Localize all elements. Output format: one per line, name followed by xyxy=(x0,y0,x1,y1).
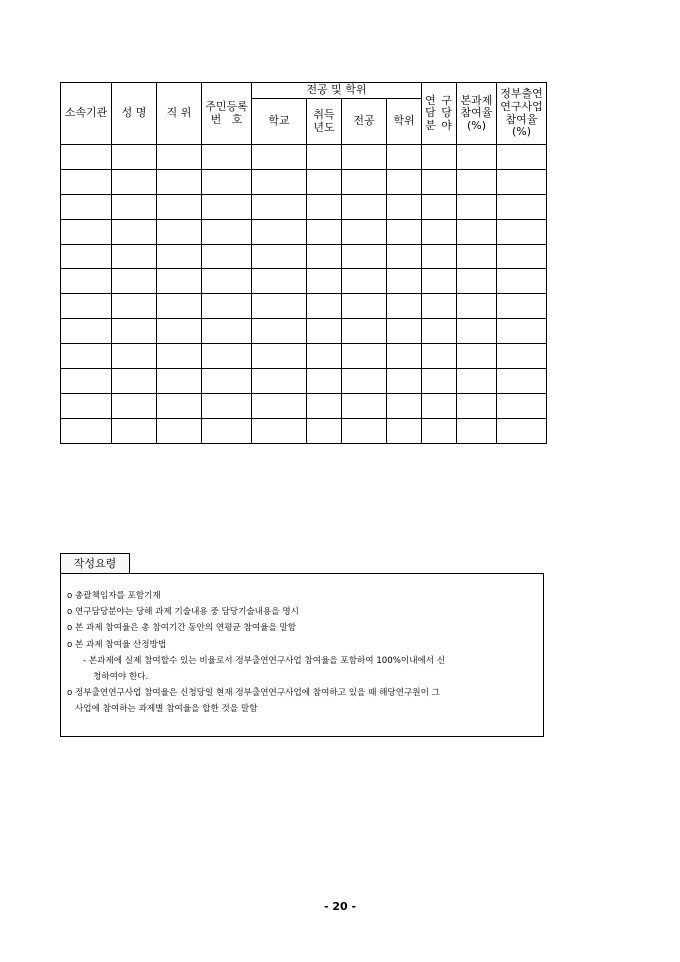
table-cell[interactable] xyxy=(457,244,497,269)
table-cell[interactable] xyxy=(497,219,547,244)
table-cell[interactable] xyxy=(422,219,457,244)
table-cell[interactable] xyxy=(61,219,112,244)
table-cell[interactable] xyxy=(252,294,307,319)
table-cell[interactable] xyxy=(61,194,112,219)
table-cell[interactable] xyxy=(422,369,457,394)
table-cell[interactable] xyxy=(61,369,112,394)
header-year-line2: 년도 xyxy=(313,120,335,134)
table-cell[interactable] xyxy=(202,219,252,244)
table-cell[interactable] xyxy=(422,319,457,344)
table-cell[interactable] xyxy=(342,194,387,219)
researcher-table xyxy=(60,82,547,444)
table-cell[interactable] xyxy=(202,344,252,369)
table-cell[interactable] xyxy=(457,269,497,294)
table-cell[interactable] xyxy=(112,219,157,244)
table-row xyxy=(61,344,547,369)
header-reg-no-line1: 주민등록 xyxy=(205,99,248,113)
table-cell[interactable] xyxy=(157,319,202,344)
table-cell[interactable] xyxy=(112,145,157,170)
guide-title: 작성요령 xyxy=(60,553,130,573)
table-cell[interactable] xyxy=(497,244,547,269)
table-cell[interactable] xyxy=(307,145,342,170)
table-cell[interactable] xyxy=(157,294,202,319)
table-cell[interactable] xyxy=(61,393,112,418)
table-cell[interactable] xyxy=(307,393,342,418)
header-year xyxy=(307,99,342,145)
table-cell[interactable] xyxy=(342,294,387,319)
table-cell[interactable] xyxy=(457,369,497,394)
guide-box xyxy=(60,573,544,737)
table-cell[interactable] xyxy=(157,418,202,443)
table-cell[interactable] xyxy=(307,319,342,344)
table-cell[interactable] xyxy=(342,369,387,394)
table-cell[interactable] xyxy=(61,418,112,443)
header-rate-line1: 본과제 xyxy=(460,93,493,107)
table-cell[interactable] xyxy=(457,294,497,319)
header-degree: 학위 xyxy=(387,99,422,145)
table-cell[interactable] xyxy=(342,269,387,294)
header-gov-line3: 참여율 xyxy=(505,112,538,126)
table-cell[interactable] xyxy=(387,269,422,294)
table-cell[interactable] xyxy=(457,169,497,194)
header-major: 전공 xyxy=(342,99,387,145)
table-cell[interactable] xyxy=(61,294,112,319)
table-cell[interactable] xyxy=(202,294,252,319)
table-cell[interactable] xyxy=(342,393,387,418)
table-body xyxy=(61,145,547,444)
header-field-line1: 연 구 xyxy=(425,93,453,107)
table-cell[interactable] xyxy=(387,294,422,319)
table-cell[interactable] xyxy=(307,294,342,319)
table-cell[interactable] xyxy=(252,244,307,269)
table-cell[interactable] xyxy=(307,344,342,369)
table-cell[interactable] xyxy=(342,169,387,194)
table-cell[interactable] xyxy=(387,369,422,394)
guide-line: o 본 과제 참여율은 총 참여기간 동안의 연평균 참여율을 말함 xyxy=(67,623,297,634)
table-cell[interactable] xyxy=(497,269,547,294)
table-cell[interactable] xyxy=(252,418,307,443)
header-gov xyxy=(497,83,547,145)
table-cell[interactable] xyxy=(112,244,157,269)
table-cell[interactable] xyxy=(157,194,202,219)
table-cell[interactable] xyxy=(342,145,387,170)
table-cell[interactable] xyxy=(307,169,342,194)
header-name: 성 명 xyxy=(112,83,157,145)
table-cell[interactable] xyxy=(497,294,547,319)
table-cell[interactable] xyxy=(157,269,202,294)
table-row xyxy=(61,294,547,319)
table-cell[interactable] xyxy=(422,269,457,294)
table-cell[interactable] xyxy=(157,145,202,170)
table-cell[interactable] xyxy=(387,194,422,219)
table-cell[interactable] xyxy=(61,169,112,194)
guide-line: - 본과제에 실제 참여할수 있는 비율로서 정부출연연구사업 참여율을 포함하여 100%이내에서 신 xyxy=(83,655,446,666)
table-cell[interactable] xyxy=(252,169,307,194)
table-cell[interactable] xyxy=(307,219,342,244)
header-field xyxy=(422,83,457,145)
header-gov-line1: 정부출연 xyxy=(500,87,543,101)
header-row-1 xyxy=(61,83,547,99)
table-row xyxy=(61,244,547,269)
table-cell[interactable] xyxy=(307,418,342,443)
table-cell[interactable] xyxy=(112,194,157,219)
table-cell[interactable] xyxy=(252,269,307,294)
table-cell[interactable] xyxy=(112,369,157,394)
table-cell[interactable] xyxy=(252,194,307,219)
table-cell[interactable] xyxy=(202,418,252,443)
table-cell[interactable] xyxy=(307,369,342,394)
header-rate-line3: (%) xyxy=(466,118,487,132)
header-school: 학교 xyxy=(252,99,307,145)
table-cell[interactable] xyxy=(202,145,252,170)
table-cell[interactable] xyxy=(252,145,307,170)
table-cell[interactable] xyxy=(252,319,307,344)
table-row xyxy=(61,319,547,344)
table-cell[interactable] xyxy=(497,145,547,170)
table-row xyxy=(61,418,547,443)
table-cell[interactable] xyxy=(422,294,457,319)
header-reg-no-line2: 번 호 xyxy=(210,112,243,126)
table-cell[interactable] xyxy=(202,369,252,394)
guide-line: o 본 과제 참여율 산정방법 xyxy=(67,639,167,650)
table-cell[interactable] xyxy=(202,169,252,194)
table-cell[interactable] xyxy=(457,418,497,443)
table-cell[interactable] xyxy=(307,194,342,219)
table-cell[interactable] xyxy=(61,269,112,294)
table-cell[interactable] xyxy=(422,169,457,194)
header-reg-no xyxy=(202,83,252,145)
table-cell[interactable] xyxy=(457,219,497,244)
table-cell[interactable] xyxy=(61,344,112,369)
table-cell[interactable] xyxy=(157,169,202,194)
table-cell[interactable] xyxy=(112,269,157,294)
header-rate xyxy=(457,83,497,145)
table-cell[interactable] xyxy=(497,169,547,194)
table-cell[interactable] xyxy=(342,219,387,244)
table-row xyxy=(61,169,547,194)
table-cell[interactable] xyxy=(387,344,422,369)
table-cell[interactable] xyxy=(61,244,112,269)
table-cell[interactable] xyxy=(497,344,547,369)
table-cell[interactable] xyxy=(112,169,157,194)
table-cell[interactable] xyxy=(497,319,547,344)
table-cell[interactable] xyxy=(497,369,547,394)
table-cell[interactable] xyxy=(342,319,387,344)
table-row xyxy=(61,369,547,394)
table-cell[interactable] xyxy=(422,244,457,269)
table-cell[interactable] xyxy=(457,145,497,170)
table-cell[interactable] xyxy=(202,244,252,269)
table-cell[interactable] xyxy=(112,344,157,369)
guide-line: o 정부출연연구사업 참여율은 신청당일 현재 정부출연연구사업에 참여하고 있을 때 해당연구원이 그 xyxy=(67,688,440,699)
table-cell[interactable] xyxy=(252,369,307,394)
table-cell[interactable] xyxy=(387,169,422,194)
table-cell[interactable] xyxy=(157,344,202,369)
table-cell[interactable] xyxy=(387,244,422,269)
table-cell[interactable] xyxy=(157,393,202,418)
table-cell[interactable] xyxy=(112,393,157,418)
table-row xyxy=(61,145,547,170)
table-cell[interactable] xyxy=(422,393,457,418)
table-cell[interactable] xyxy=(342,418,387,443)
table-cell[interactable] xyxy=(202,319,252,344)
table-cell[interactable] xyxy=(457,319,497,344)
table-cell[interactable] xyxy=(457,393,497,418)
table-cell[interactable] xyxy=(422,194,457,219)
table-cell[interactable] xyxy=(342,244,387,269)
header-year-line1: 취득 xyxy=(313,107,335,121)
table-row xyxy=(61,269,547,294)
table-cell[interactable] xyxy=(202,393,252,418)
table-cell[interactable] xyxy=(157,244,202,269)
guide-line: o 총괄책임자를 포함기재 xyxy=(67,591,161,601)
table-cell[interactable] xyxy=(112,319,157,344)
header-rate-line2: 참여율 xyxy=(460,106,493,120)
guide-line: 사업에 참여하는 과제별 참여율을 합한 것을 말함 xyxy=(75,704,258,715)
table-row xyxy=(61,393,547,418)
table-cell[interactable] xyxy=(387,418,422,443)
table-cell[interactable] xyxy=(387,219,422,244)
table-cell[interactable] xyxy=(422,344,457,369)
table-cell[interactable] xyxy=(61,319,112,344)
table-cell[interactable] xyxy=(202,269,252,294)
table-cell[interactable] xyxy=(497,418,547,443)
table-cell[interactable] xyxy=(422,145,457,170)
table-cell[interactable] xyxy=(157,369,202,394)
guide-line: o 연구담당분야는 당해 과제 기술내용 중 담당기술내용을 명시 xyxy=(67,607,299,618)
table-cell[interactable] xyxy=(422,418,457,443)
table-cell[interactable] xyxy=(157,219,202,244)
table-cell[interactable] xyxy=(457,194,497,219)
header-field-line3: 분 야 xyxy=(425,118,453,132)
table-cell[interactable] xyxy=(252,393,307,418)
table-cell[interactable] xyxy=(387,145,422,170)
table-cell[interactable] xyxy=(202,194,252,219)
table-cell[interactable] xyxy=(112,418,157,443)
table-cell[interactable] xyxy=(497,393,547,418)
table-cell[interactable] xyxy=(307,244,342,269)
guide-line: 청하여야 한다. xyxy=(93,672,149,683)
table-cell[interactable] xyxy=(457,344,497,369)
table-cell[interactable] xyxy=(342,344,387,369)
table-row xyxy=(61,219,547,244)
table-row xyxy=(61,194,547,219)
header-position: 직 위 xyxy=(157,83,202,145)
page-number: - 20 - xyxy=(323,900,357,913)
table-cell[interactable] xyxy=(61,145,112,170)
header-field-line2: 담 당 xyxy=(425,106,453,120)
header-major-group: 전공 및 학위 xyxy=(252,83,422,99)
table-cell[interactable] xyxy=(252,344,307,369)
table-cell[interactable] xyxy=(112,294,157,319)
table-cell[interactable] xyxy=(497,194,547,219)
header-org: 소속기관 xyxy=(61,83,112,145)
header-gov-line2: 연구사업 xyxy=(500,99,543,113)
table-cell[interactable] xyxy=(252,219,307,244)
table-cell[interactable] xyxy=(307,269,342,294)
table-cell[interactable] xyxy=(387,319,422,344)
table-cell[interactable] xyxy=(387,393,422,418)
header-gov-line4: (%) xyxy=(511,125,532,139)
